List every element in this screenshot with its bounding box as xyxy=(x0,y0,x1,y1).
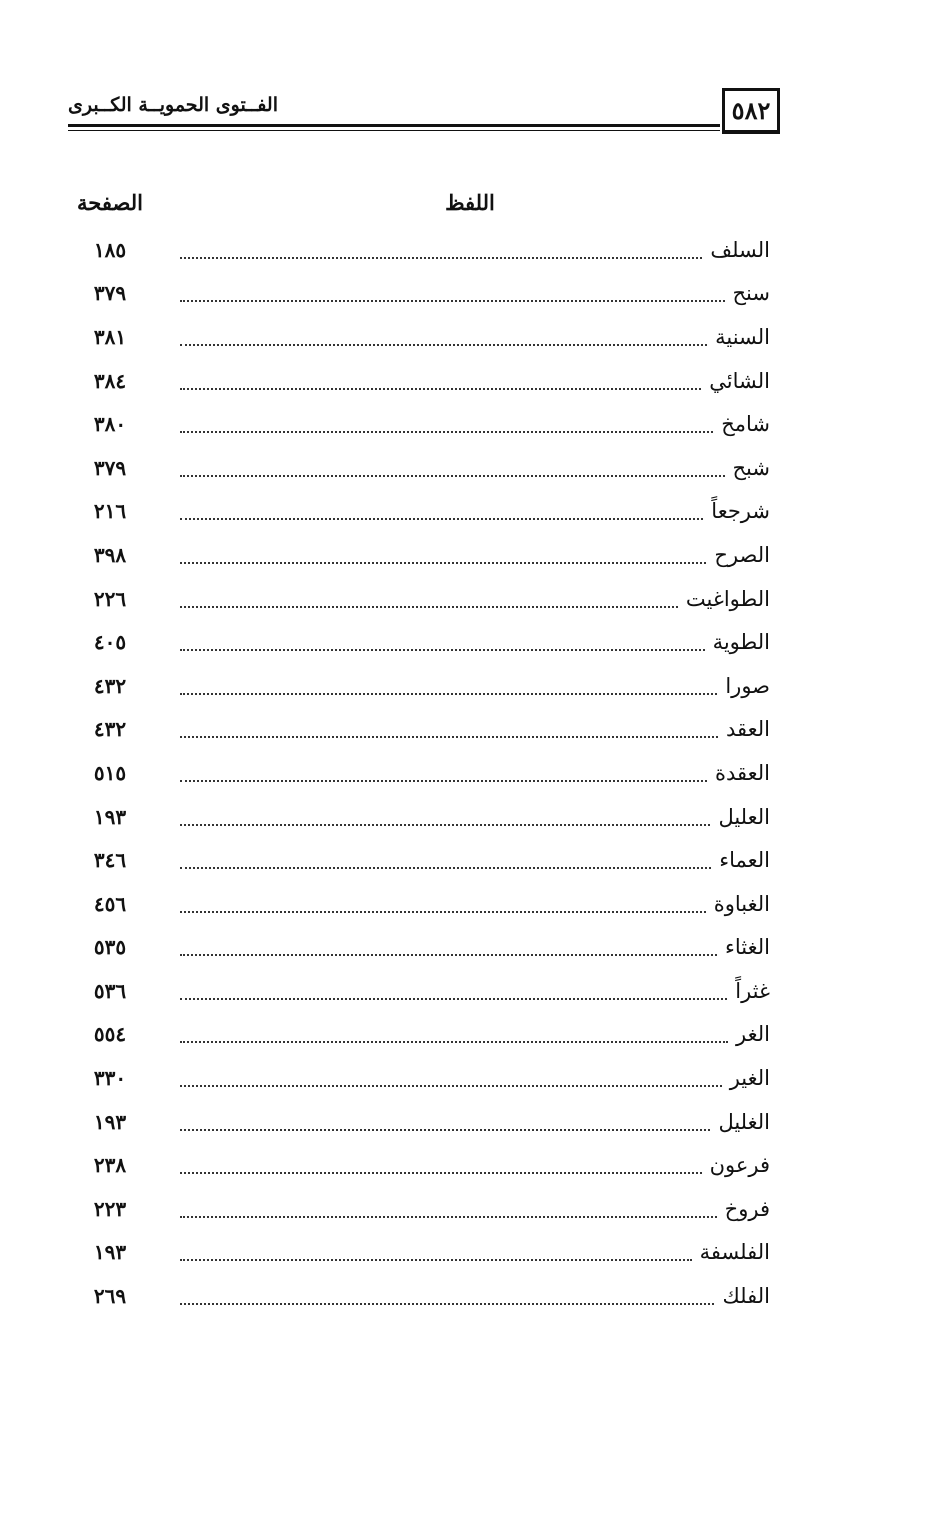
index-row xyxy=(60,1013,780,1057)
entry-term: السنية xyxy=(715,324,770,349)
entry-term: شرجعاً xyxy=(711,499,770,524)
entry-page-number: ١٨٥ xyxy=(93,237,127,262)
entry-page-number: ٣٨٠ xyxy=(93,412,127,437)
entry-term: غثراً xyxy=(735,978,770,1003)
index-row xyxy=(60,1274,780,1318)
entry-page-number: ٣٧٩ xyxy=(93,281,127,306)
page-header xyxy=(68,88,780,138)
entry-page-number: ٤٣٢ xyxy=(93,673,127,698)
index-row xyxy=(60,315,780,359)
index-row xyxy=(60,882,780,926)
page-column-heading: الصفحة xyxy=(77,190,143,215)
dot-leader xyxy=(180,851,711,869)
dot-leader xyxy=(180,1025,728,1043)
entry-term: الطواغيت xyxy=(685,586,770,611)
index-row xyxy=(60,751,780,795)
entry-term: العليل xyxy=(718,804,770,829)
entry-page-number: ٣٨١ xyxy=(93,324,127,349)
term-column-heading: اللفظ xyxy=(445,190,495,215)
index-row xyxy=(60,926,780,970)
dot-leader xyxy=(180,459,725,477)
entry-page-number: ٣٣٠ xyxy=(93,1066,127,1091)
dot-leader xyxy=(180,415,713,433)
entry-term: الغباوة xyxy=(713,891,770,916)
index-row xyxy=(60,838,780,882)
entry-term: الفلك xyxy=(722,1284,770,1309)
dot-leader xyxy=(180,1069,722,1087)
dot-leader xyxy=(180,372,701,390)
index-row xyxy=(60,490,780,534)
dot-leader xyxy=(180,546,706,564)
index-row xyxy=(60,1143,780,1187)
dot-leader xyxy=(180,938,717,956)
entry-page-number: ٢٢٣ xyxy=(93,1196,127,1221)
index-row xyxy=(60,795,780,839)
index-list xyxy=(60,228,780,1318)
entry-term: الغليل xyxy=(718,1109,770,1134)
header-rule xyxy=(68,124,720,131)
entry-term: العماء xyxy=(719,848,770,873)
index-row xyxy=(60,1231,780,1275)
entry-term: فروخ xyxy=(724,1196,770,1221)
entry-term: العقدة xyxy=(714,760,770,785)
column-headings xyxy=(60,190,780,224)
page-number: ٥٨٢ xyxy=(722,88,780,134)
entry-page-number: ٥١٥ xyxy=(93,760,127,785)
dot-leader xyxy=(180,1287,714,1305)
index-row xyxy=(60,359,780,403)
entry-term: الفلسفة xyxy=(699,1240,770,1265)
entry-term: الصرح xyxy=(714,542,770,567)
index-row xyxy=(60,446,780,490)
entry-page-number: ٢٣٨ xyxy=(93,1153,127,1178)
entry-term: العقد xyxy=(725,717,770,742)
index-row xyxy=(60,402,780,446)
dot-leader xyxy=(180,808,710,826)
entry-page-number: ٤٣٢ xyxy=(93,717,127,742)
dot-leader xyxy=(180,502,703,520)
index-row xyxy=(60,708,780,752)
dot-leader xyxy=(180,590,678,608)
index-row xyxy=(60,228,780,272)
entry-page-number: ١٩٣ xyxy=(93,1240,127,1265)
entry-page-number: ٢١٦ xyxy=(93,499,127,524)
entry-page-number: ٣٨٤ xyxy=(93,368,127,393)
dot-leader xyxy=(180,677,717,695)
entry-page-number: ٤٠٥ xyxy=(93,630,127,655)
dot-leader xyxy=(180,1200,717,1218)
index-row xyxy=(60,1100,780,1144)
entry-page-number: ٥٣٦ xyxy=(93,978,127,1003)
entry-term: سنح xyxy=(732,281,770,306)
entry-page-number: ١٩٣ xyxy=(93,804,127,829)
entry-page-number: ٥٥٤ xyxy=(93,1022,127,1047)
entry-page-number: ٤٥٦ xyxy=(93,891,127,916)
dot-leader xyxy=(180,241,702,259)
index-row xyxy=(60,272,780,316)
dot-leader xyxy=(180,720,718,738)
entry-page-number: ٣٩٨ xyxy=(93,542,127,567)
index-row xyxy=(60,969,780,1013)
entry-page-number: ٣٤٦ xyxy=(93,848,127,873)
entry-page-number: ٢٦٩ xyxy=(93,1284,127,1309)
entry-page-number: ٢٢٦ xyxy=(93,586,127,611)
index-row xyxy=(60,664,780,708)
dot-leader xyxy=(180,895,706,913)
dot-leader xyxy=(180,284,725,302)
entry-term: الغير xyxy=(729,1066,770,1091)
entry-term: شامخ xyxy=(721,412,770,437)
dot-leader xyxy=(180,1113,710,1131)
index-row xyxy=(60,577,780,621)
entry-term: صورا xyxy=(725,673,770,698)
entry-page-number: ١٩٣ xyxy=(93,1109,127,1134)
dot-leader xyxy=(180,764,707,782)
dot-leader xyxy=(180,1156,702,1174)
entry-term: فرعون xyxy=(709,1153,770,1178)
dot-leader xyxy=(180,982,727,1000)
entry-term: الغثاء xyxy=(725,935,770,960)
entry-term: السلف xyxy=(710,237,770,262)
entry-page-number: ٥٣٥ xyxy=(93,935,127,960)
entry-page-number: ٣٧٩ xyxy=(93,455,127,480)
index-row xyxy=(60,1187,780,1231)
index-row xyxy=(60,533,780,577)
entry-term: الغر xyxy=(736,1022,770,1047)
dot-leader xyxy=(180,633,705,651)
entry-term: الشائي xyxy=(709,368,770,393)
dot-leader xyxy=(180,328,707,346)
entry-term: شبح xyxy=(732,455,770,480)
index-row xyxy=(60,1056,780,1100)
entry-term: الطوية xyxy=(712,630,770,655)
running-title: الفــتوى الحمويــة الكــبرى xyxy=(68,94,278,116)
index-row xyxy=(60,620,780,664)
dot-leader xyxy=(180,1243,692,1261)
